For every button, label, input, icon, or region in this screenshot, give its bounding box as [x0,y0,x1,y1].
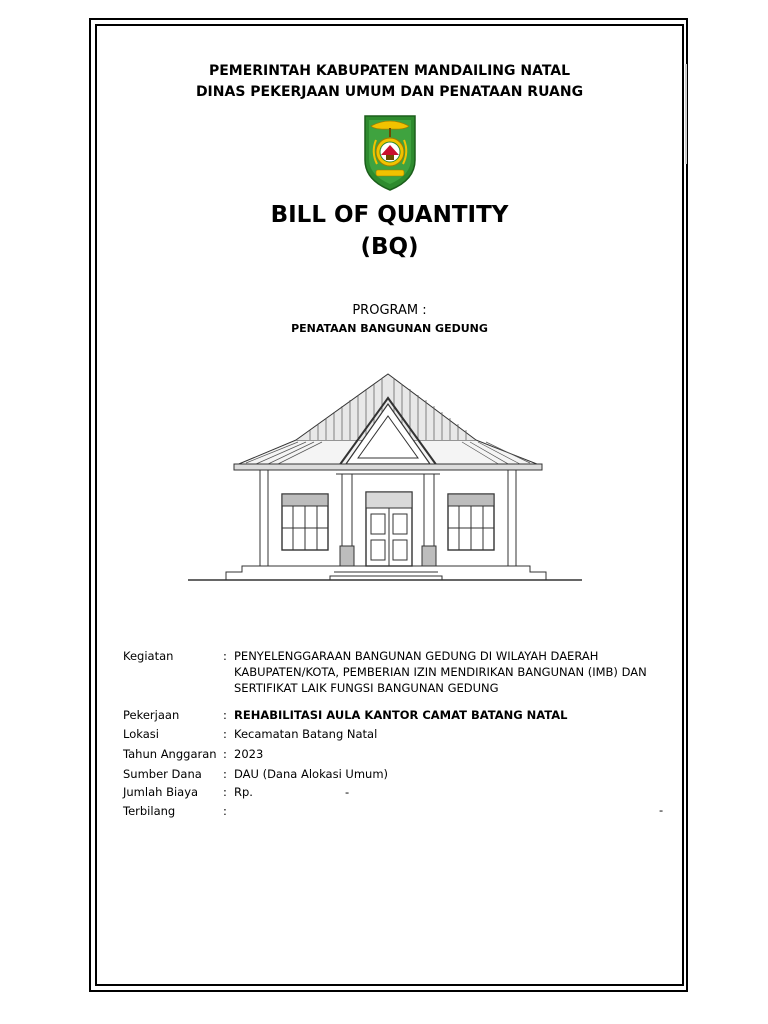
jumlah-amount: - [345,785,350,799]
terbilang-colon: : [223,804,227,818]
regency-emblem-icon [361,112,419,192]
kegiatan-label: Kegiatan [123,649,174,663]
kegiatan-value-line2: KABUPATEN/KOTA, PEMBERIAN IZIN MENDIRIKAN BANGUNAN (IMB) DAN [234,665,647,679]
page-edge-line [685,64,687,164]
pekerjaan-label: Pekerjaan [123,708,180,722]
sumber-colon: : [223,767,227,781]
house-illustration [186,368,586,584]
pekerjaan-colon: : [223,708,227,722]
terbilang-label: Terbilang [123,804,176,818]
document-subtitle: (BQ) [360,234,419,260]
kegiatan-value-line3: SERTIFIKAT LAIK FUNGSI BANGUNAN GEDUNG [234,681,499,695]
header-government: PEMERINTAH KABUPATEN MANDAILING NATAL [208,63,571,79]
lokasi-value: Kecamatan Batang Natal [234,727,378,741]
lokasi-colon: : [223,727,227,741]
jumlah-currency: Rp. [234,785,253,799]
pekerjaan-value: REHABILITASI AULA KANTOR CAMAT BATANG NATAL [234,708,568,722]
document-title: BILL OF QUANTITY [270,202,509,228]
sumber-label: Sumber Dana [123,767,202,781]
program-value: PENATAAN BANGUNAN GEDUNG [291,322,488,335]
header-department: DINAS PEKERJAAN UMUM DAN PENATAAN RUANG [195,84,584,100]
tahun-colon: : [223,747,227,761]
kegiatan-value-line1: PENYELENGGARAAN BANGUNAN GEDUNG DI WILAYAH DAERAH [234,649,599,663]
jumlah-colon: : [223,785,227,799]
program-label: PROGRAM : [352,303,427,318]
jumlah-label: Jumlah Biaya [123,785,199,799]
kegiatan-colon: : [223,649,227,663]
terbilang-value: - [659,803,664,817]
tahun-value: 2023 [234,747,264,761]
lokasi-label: Lokasi [123,727,159,741]
tahun-label: Tahun Anggaran [123,747,217,761]
sumber-value: DAU (Dana Alokasi Umum) [234,767,389,781]
